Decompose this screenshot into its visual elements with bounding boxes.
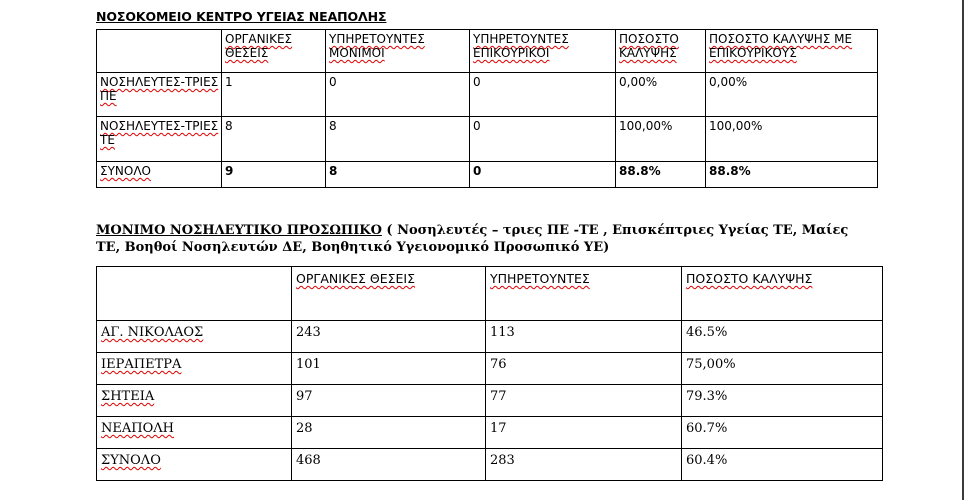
header-cell-empty — [97, 267, 292, 321]
table-cell: 75,00% — [682, 353, 883, 385]
table-row-total — [97, 449, 883, 481]
table-cell: 283 — [486, 449, 682, 481]
table-header-row — [97, 267, 883, 321]
table-cell: 100,00% — [706, 117, 878, 162]
table-row — [97, 417, 883, 449]
row-label: ΣΥΝΟΛΟ — [97, 162, 222, 188]
table-cell: 8 — [326, 162, 470, 188]
header-cell-organikes: ΟΡΓΑΝΙΚΕΣ ΘΕΣΕΙΣ — [222, 30, 326, 73]
row-label: ΙΕΡΑΠΕΤΡΑ — [97, 353, 292, 385]
table-row — [97, 117, 878, 162]
header-cell-organikes: ΟΡΓΑΝΙΚΕΣ ΘΕΣΕΙΣ — [292, 267, 486, 321]
table-cell: 243 — [292, 321, 486, 353]
header-cell-pososto: ΠΟΣΟΣΤΟ ΚΑΛΥΨΗΣ — [616, 30, 706, 73]
row-label: ΝΟΣΗΛΕΥΤΕΣ-ΤΡΙΕΣ ΠΕ — [97, 73, 222, 117]
table-cell: 79.3% — [682, 385, 883, 417]
table-cell: 468 — [292, 449, 486, 481]
table-row-total — [97, 162, 878, 188]
table-cell: 1 — [222, 73, 326, 117]
row-label: ΝΟΣΗΛΕΥΤΕΣ-ΤΡΙΕΣ ΤΕ — [97, 117, 222, 162]
table-cell: 8 — [326, 117, 470, 162]
section2-table — [96, 266, 883, 481]
header-cell-ypiretountes-monimoi: ΥΠΗΡΕΤΟΥΝΤΕΣ ΜΟΝΙΜΟΙ — [326, 30, 470, 73]
page-edge-divider — [962, 0, 964, 500]
table-row — [97, 73, 878, 117]
table-cell: 100,00% — [616, 117, 706, 162]
table-cell: 8 — [222, 117, 326, 162]
table-cell: 97 — [292, 385, 486, 417]
table-row — [97, 353, 883, 385]
table-cell: 46.5% — [682, 321, 883, 353]
row-label: ΝΕΑΠΟΛΗ — [97, 417, 292, 449]
table-cell: 9 — [222, 162, 326, 188]
row-label: ΣΗΤΕΙΑ — [97, 385, 292, 417]
header-cell-pososto: ΠΟΣΟΣΤΟ ΚΑΛΥΨΗΣ — [682, 267, 883, 321]
table-cell: 0 — [470, 162, 616, 188]
section2-title-subtitle: ( Νοσηλευτές – τριες ΠΕ -ΤΕ , Επισκέπτριες Υγείας ΤΕ, Μαίες ΤΕ, Βοηθοί Νοσηλευτών ΔΕ, Βοηθητικό Υγειονομικό Προσωπικό ΥΕ) — [96, 223, 849, 255]
table-cell: 60.4% — [682, 449, 883, 481]
table-cell: 0 — [470, 117, 616, 162]
table-cell: 88.8% — [616, 162, 706, 188]
table-cell: 113 — [486, 321, 682, 353]
table-cell: 0,00% — [706, 73, 878, 117]
table-cell: 77 — [486, 385, 682, 417]
table-header-row — [97, 30, 878, 73]
table-cell: 0 — [470, 73, 616, 117]
header-cell-ypiretountes-epikouroi: ΥΠΗΡΕΤΟΥΝΤΕΣ ΕΠΙΚΟΥΡΙΚΟΙ — [470, 30, 616, 73]
row-label: ΣΥΝΟΛΟ — [97, 449, 292, 481]
table-cell: 101 — [292, 353, 486, 385]
table-row — [97, 385, 883, 417]
table-cell: 0 — [326, 73, 470, 117]
table-cell: 17 — [486, 417, 682, 449]
table-cell: 88.8% — [706, 162, 878, 188]
table-row — [97, 321, 883, 353]
section1-title: ΝΟΣΟΚΟΜΕΙΟ ΚΕΝΤΡΟ ΥΓΕΙΑΣ ΝΕΑΠΟΛΗΣ — [96, 9, 387, 24]
table-cell: 0,00% — [616, 73, 706, 117]
section1-table — [96, 29, 878, 188]
table-cell: 60.7% — [682, 417, 883, 449]
header-cell-ypiretountes: ΥΠΗΡΕΤΟΥΝΤΕΣ — [486, 267, 682, 321]
row-label: ΑΓ. ΝΙΚΟΛΑΟΣ — [97, 321, 292, 353]
header-cell-pososto-epikourikous: ΠΟΣΟΣΤΟ ΚΑΛΥΨΗΣ ΜΕ ΕΠΙΚΟΥΡΙΚΟΥΣ — [706, 30, 878, 73]
section2-title — [96, 222, 876, 256]
section2-title-main: ΜΟΝΙΜΟ ΝΟΣΗΛΕΥΤΙΚΟ ΠΡΟΣΩΠΙΚΟ — [96, 223, 382, 238]
header-cell-empty — [97, 30, 222, 73]
table-cell: 28 — [292, 417, 486, 449]
table-cell: 76 — [486, 353, 682, 385]
